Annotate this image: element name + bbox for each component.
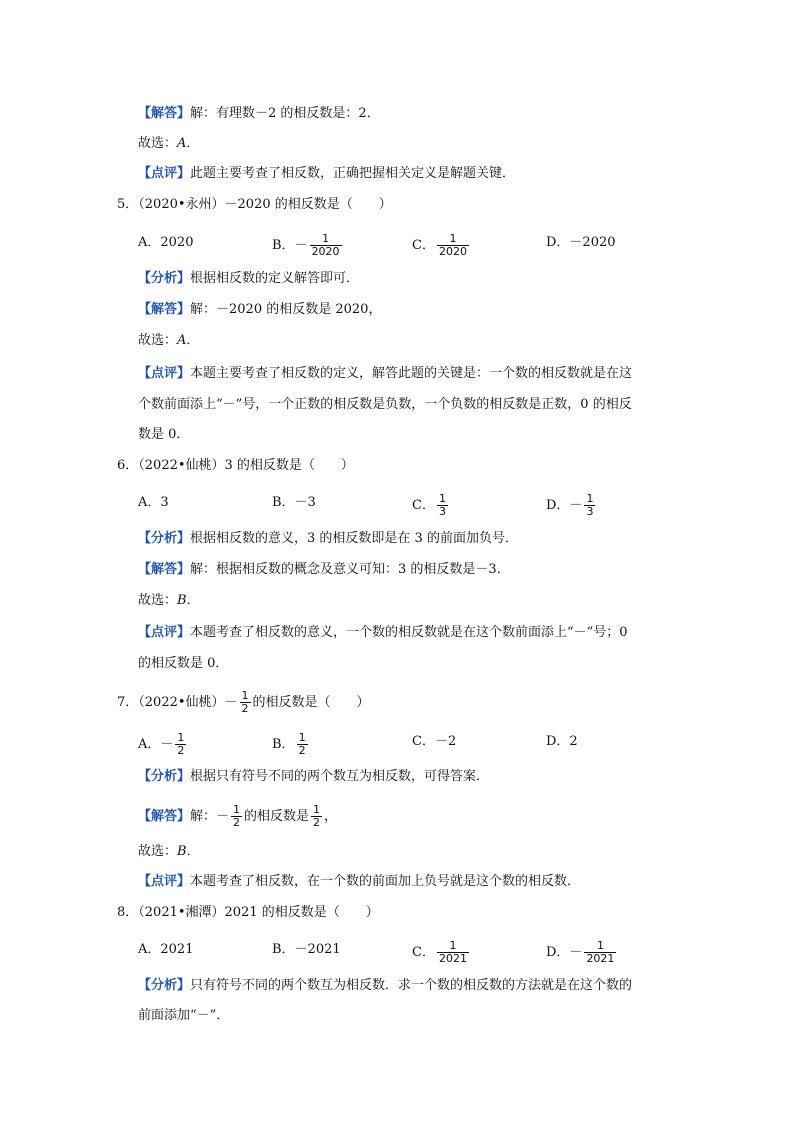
q7-comment: 【点评】本题考查了相反数，在一个数的前面加上负号就是这个数的相反数． (138, 874, 581, 889)
q8-analysis-line-1: 【分析】只有符号不同的两个数互为相反数．求一个数的相反数的方法就是在这个数的 (138, 978, 633, 993)
prev-solution-line (138, 104, 380, 124)
q7-analysis: 【分析】根据只有符号不同的两个数互为相反数，可得答案． (138, 769, 490, 784)
q6-option-c: C． $\frac{1}{3}$ (412, 492, 446, 518)
q5-analysis: 【分析】根据相反数的定义解答即可． (138, 271, 360, 286)
q7-option-a: A．－ $\frac{1}{2}$ (138, 731, 185, 757)
q8-option-c: C． $\frac{1}{2021}$ (412, 939, 467, 965)
q7-option-b: B． $\frac{1}{2}$ (272, 731, 306, 757)
q6-analysis: 【分析】根据相反数的意义，3 的相反数即是在 3 的前面加负号． (138, 531, 518, 546)
q6-comment-line-1: 【点评】本题考查了相反数的意义，一个数的相反数就是在这个数前面添上“－”号；0 (138, 625, 628, 640)
q5-choice: 故选：A． (138, 333, 200, 348)
prev-comment-line: 【点评】此题主要考查了相反数，正确把握相关定义是解题关键． (138, 166, 516, 181)
solution-text: 解：有理数－2 的相反数是：2． (190, 106, 380, 121)
question-8-stem: 8．（2021•湘潭）2021 的相反数是（ ） (117, 905, 379, 920)
question-5-stem: 5．（2020•永州）－2020 的相反数是（ ） (117, 197, 392, 212)
q5-solution: 【解答】解：－2020 的相反数是 2020， (138, 302, 382, 317)
q6-comment-line-2: 的相反数是 0． (138, 656, 229, 671)
q6-choice: 故选：B． (138, 593, 200, 608)
question-7-stem: 7．（2022•仙桃）－ $\frac{1}{2}$ 的相反数是（ ） (117, 689, 370, 715)
q6-option-a: A．3 (138, 495, 169, 510)
q7-option-d: D．2 (546, 734, 578, 749)
fraction: $\frac{1}{3}$ (586, 492, 594, 518)
fraction: $\frac{1}{2}$ (233, 803, 241, 829)
q6-option-d: D．－ $\frac{1}{3}$ (546, 492, 594, 518)
fraction: $\frac{1}{2020}$ (438, 232, 467, 258)
fraction: $\frac{1}{2}$ (313, 803, 321, 829)
q5-comment-line-3: 数是 0． (138, 427, 190, 442)
solution-tag: 【解答】 (138, 106, 191, 121)
q5-comment-line-2: 个数前面添上“－”号，一个正数的相反数是负数，一个负数的相反数是正数，0 的相反 (138, 397, 632, 412)
fraction: $\frac{1}{2}$ (298, 731, 306, 757)
q5-option-d: D．－2020 (546, 235, 616, 250)
q8-option-b: B．－2021 (272, 942, 341, 957)
prev-choice-line: 故选：A． (138, 136, 200, 151)
fraction: $\frac{1}{3}$ (438, 492, 446, 518)
q8-option-d: D．－ $\frac{1}{2021}$ (546, 939, 615, 965)
q7-solution: 【解答】解：－ $\frac{1}{2}$ 的相反数是 $\frac{1}{2}$ ， (138, 803, 338, 829)
q5-option-b: B．－ $\frac{1}{2020}$ (272, 232, 340, 258)
comment-tag: 【点评】 (138, 166, 191, 181)
question-6-stem: 6．（2022•仙桃）3 的相反数是（ ） (117, 458, 354, 473)
q7-choice: 故选：B． (138, 844, 200, 859)
fraction: $\frac{1}{2021}$ (438, 939, 467, 965)
q7-option-c: C．－2 (412, 734, 457, 749)
fraction: $\frac{1}{2021}$ (586, 939, 615, 965)
q5-option-c: C． $\frac{1}{2020}$ (412, 232, 467, 258)
fraction: $\frac{1}{2}$ (241, 689, 249, 715)
q6-solution: 【解答】解：根据相反数的概念及意义可知：3 的相反数是－3． (138, 562, 510, 577)
q8-analysis-line-2: 前面添加“－”． (138, 1008, 230, 1023)
q5-comment-line-1: 【点评】本题主要考查了相反数的定义，解答此题的关键是：一个数的相反数就是在这 (138, 366, 633, 381)
q6-option-b: B．－3 (272, 495, 316, 510)
fraction: $\frac{1}{2020}$ (311, 232, 340, 258)
q8-option-a: A．2021 (138, 942, 194, 957)
fraction: $\frac{1}{2}$ (177, 731, 185, 757)
choice-answer: A (177, 136, 187, 151)
q5-option-a: A．2020 (138, 235, 194, 250)
